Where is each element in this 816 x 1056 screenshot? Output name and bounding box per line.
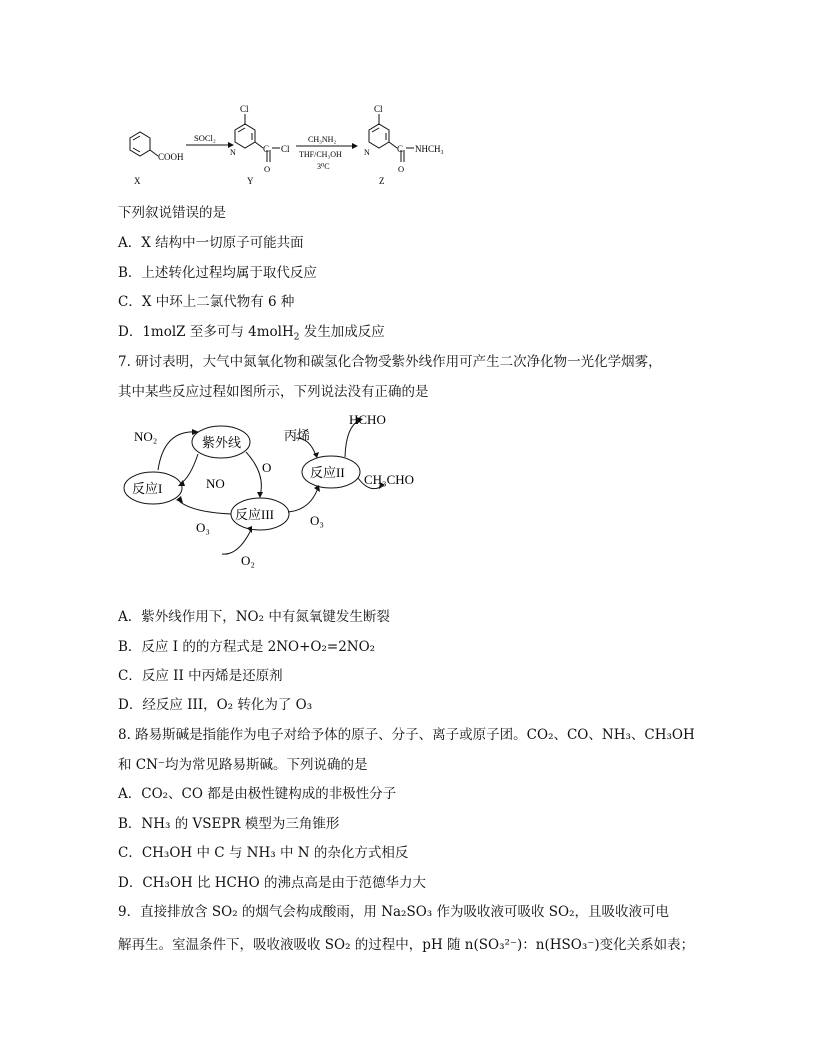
reaction-scheme (110, 100, 470, 192)
y-cl: Cl (281, 144, 290, 154)
compound-y (235, 114, 280, 162)
reagent-2-mid: THF/CH₃OH (299, 150, 342, 159)
q6-option-d (118, 323, 385, 347)
reagent-2-top: CH₃NH₂ (308, 135, 337, 144)
label-no2: NO₂ (134, 429, 158, 444)
photochemical-smog-diagram (118, 408, 438, 576)
q6-option-d-post: 发生加成反应 (299, 324, 385, 340)
q7-option-c: C．反应 II 中丙烯是还原剂 (118, 668, 283, 684)
q7-line-1: 7. 研讨表明，大气中氮氧化物和碳氢化合物受紫外线作用可产生二次净化物一光化学烟雾， (118, 354, 662, 370)
q6-stem: 下列叙说错误的是 (118, 205, 226, 221)
label-o3-left: O₃ (196, 520, 210, 535)
z-o: O (398, 164, 405, 174)
label-o3-right: O₃ (310, 513, 324, 528)
q8-option-d: D．CH₃OH 比 HCHO 的沸点高是由于范德华力大 (118, 875, 426, 891)
q8-option-b: B．NH₃ 的 VSEPR 模型为三角锥形 (118, 816, 340, 832)
q7-option-d: D．经反应 III，O₂ 转化为了 O₃ (118, 697, 313, 713)
q8-line-2: 和 CN⁻均为常见路易斯碱。下列说确的是 (118, 757, 368, 773)
label-o2: O₂ (241, 553, 255, 568)
y-label: Y (247, 176, 254, 186)
z-c: C (397, 144, 404, 154)
x-substituent: COOH (158, 152, 184, 162)
q9-line-2: 解再生。室温条件下，吸收液吸收 SO₂ 的过程中，pH 随 n(SO₃²⁻)：n(HSO₃⁻)变化关系如表； (118, 937, 695, 953)
y-c: C (263, 144, 270, 154)
label-hcho: HCHO (349, 412, 386, 427)
label-o: O (262, 460, 272, 475)
y-n: N (230, 148, 236, 157)
q8-option-c: C．CH₃OH 中 C 与 NH₃ 中 N 的杂化方式相反 (118, 845, 409, 861)
q8-line-1: 8. 路易斯碱是指能作为电子对给予体的原子、分子、离子或原子团。CO₂、CO、NH₃、CH₃OH (118, 727, 695, 743)
q7-option-b: B．反应 I 的的方程式是 2NO+O₂=2NO₂ (118, 639, 376, 655)
compound-z (369, 114, 414, 162)
q7-line-2: 其中某些反应过程如图所示，下列说法没有正确的是 (118, 384, 429, 400)
z-nhch3: NHCH₃ (415, 144, 444, 154)
q6-option-d-sub: 2 (293, 332, 300, 343)
y-cl-top: Cl (240, 104, 249, 114)
q6-option-a: A．X 结构中一切原子可能共面 (118, 235, 304, 251)
label-ch3cho: CH₃CHO (364, 472, 415, 487)
compound-x (130, 132, 158, 156)
z-n: N (364, 148, 370, 157)
label-propene: 丙烯 (284, 428, 311, 443)
reagent-1: SOCl₂ (194, 133, 216, 143)
q7-option-a: A．紫外线作用下，NO₂ 中有氮氧键发生断裂 (118, 609, 390, 625)
label-uv: 紫外线 (202, 435, 242, 450)
q8-option-a: A．CO₂、CO 都是由极性键构成的非极性分子 (118, 786, 397, 802)
x-label: X (134, 176, 141, 186)
label-reaction-2: 反应II (310, 465, 345, 480)
label-no: NO (206, 476, 225, 491)
q6-option-b: B．上述转化过程均属于取代反应 (118, 265, 317, 281)
label-reaction-3: 反应III (235, 507, 274, 522)
z-cl-top: Cl (374, 104, 383, 114)
q6-option-d-pre: D．1molZ 至多可与 4molH (118, 324, 294, 340)
label-reaction-1: 反应I (132, 481, 163, 496)
z-label: Z (379, 176, 385, 186)
y-o: O (264, 164, 271, 174)
q6-option-c: C．X 中环上二氯代物有 6 种 (118, 294, 295, 310)
reagent-2-temp: 3⁰C (317, 162, 330, 171)
q9-line-1: 9．直接排放含 SO₂ 的烟气会构成酸雨，用 Na₂SO₃ 作为吸收液可吸收 SO₂，且吸收液可电 (118, 904, 670, 920)
